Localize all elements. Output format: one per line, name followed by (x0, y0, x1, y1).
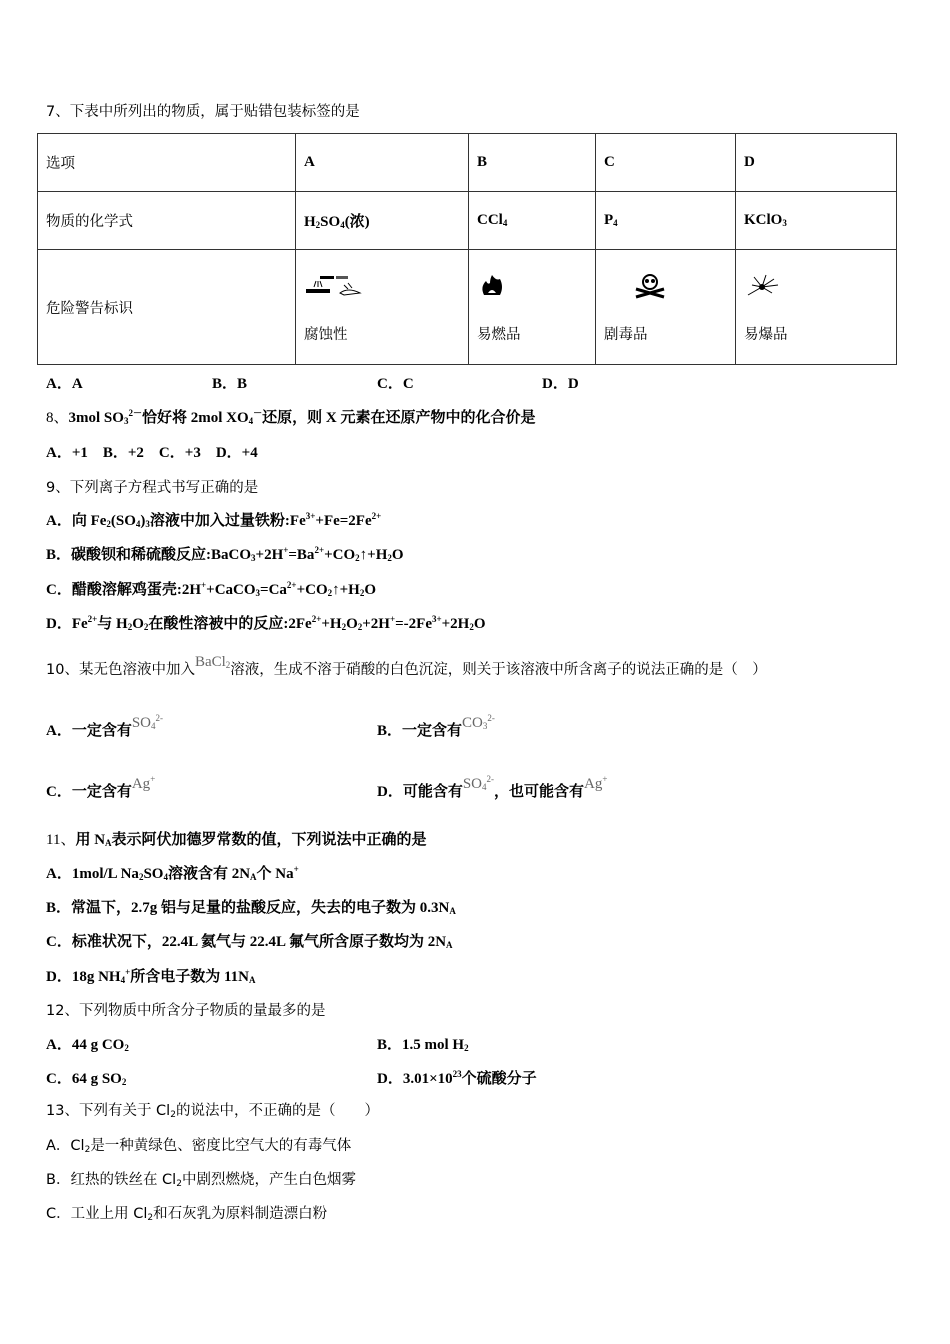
q12-option-a: A．44 g $CO_2$ (46, 1037, 129, 1053)
toxic-skull-icon (630, 271, 670, 301)
q11-stem: 11、用 $N_A$表示阿伏加德罗常数的值，下列说法中正确的是 (46, 832, 427, 848)
q13-stem: 13、下列有关于 $Cl_2$的说法中，不正确的是（ ） (46, 1103, 379, 1120)
q9-option-a: A．向 $Fe_2(SO_4)_3$溶液中加入过量铁粉$:Fe^{3+}+Fe=2Fe^{2+}$ (46, 511, 382, 529)
q9-stem: 9、下列离子方程式书写正确的是 (46, 480, 259, 496)
q11-option-c: C．标准状况下，22.4L 氦气与 22.4L 氟气所含原子数均为 $2N_A$ (46, 934, 453, 950)
hazard-c: 剧毒品 (596, 250, 736, 365)
q10-stem: 10、某无色溶液中加入BaCl$_2$溶液，生成不溶于硝酸的白色沉淀，则关于该溶液中所含离子的说法正确的是（ ） (46, 654, 767, 678)
q9-option-d: D．$Fe^{2+}$与 $H_2O_2$在酸性溶被中的反应$:2Fe^{2+}+H_2O_2+2H^+=-2Fe^{3+}+2H_2O$ (46, 614, 486, 632)
q12-stem: 12、下列物质中所含分子物质的量最多的是 (46, 1003, 326, 1019)
q11-option-a: A．1mol/L $Na_2SO_4$溶液含有 $2N_A$个 Na+ (46, 864, 299, 882)
q7-table (37, 133, 897, 365)
q7-option-b: B．B (212, 376, 248, 392)
q12-option-b: B．1.5 mol $H_2$ (377, 1037, 469, 1053)
header-option: 选项 (38, 134, 296, 192)
hazard-d: 易爆品 (736, 250, 897, 365)
hazard-label: 危险警告标识 (38, 250, 296, 365)
formula-c: $P_4$ (596, 192, 736, 250)
header-b: B (469, 134, 596, 192)
corrosive-icon (304, 271, 364, 301)
q10-option-c: C．一定含有Ag+ (46, 774, 156, 800)
hazard-a: 腐蚀性 (296, 250, 469, 365)
explosive-icon (744, 271, 784, 301)
q8-stem: 8、3mol $SO_3^{2-}$恰好将 2mol $XO_4^-$还原，则 X 元素在还原产物中的化合价是 (46, 408, 536, 426)
q7-option-a: A．A (46, 376, 83, 392)
q12-option-d: D．$3.01\times 10^{23}$个硫酸分子 (377, 1069, 537, 1087)
q7-option-c: C．C (377, 376, 414, 392)
q13-option-b: B．红热的铁丝在 $Cl_2$中剧烈燃烧，产生白色烟雾 (46, 1172, 356, 1189)
q12-option-c: C．64 g $SO_2$ (46, 1071, 127, 1087)
q8-options: A．+1 B．+2 C．+3 D．+4 (46, 445, 258, 461)
q10-option-d: D．可能含有$SO_4^{2-}$，也可能含有Ag+ (377, 774, 608, 800)
q13-option-a: A．$Cl_2$是一种黄绿色、密度比空气大的有毒气体 (46, 1138, 352, 1155)
q11-option-d: D．18g $NH_4^+$所含电子数为 $11N_A$ (46, 967, 256, 985)
formula-b: CCl$_4$ (469, 192, 596, 250)
formula-a: $H_2SO_4$(浓) (296, 192, 469, 250)
q13-option-c: C．工业上用 $Cl_2$和石灰乳为原料制造漂白粉 (46, 1206, 328, 1223)
header-a: A (296, 134, 469, 192)
q9-option-c: C．醋酸溶解鸡蛋壳$:2H^++CaCO_3=Ca^{2+}+CO_2↑+H_2O$ (46, 580, 377, 598)
q10-option-a: A．一定含有$SO_4^{2-}$ (46, 713, 164, 739)
q7-option-d: D．D (542, 376, 579, 392)
flammable-icon (477, 271, 507, 301)
formula-label: 物质的化学式 (38, 192, 296, 250)
q10-option-b: B．一定含有$CO_3^{2-}$ (377, 713, 495, 739)
hazard-b: 易燃品 (469, 250, 596, 365)
q11-option-b: B．常温下，2.7g 铝与足量的盐酸反应，失去的电子数为 $0.3N_A$ (46, 900, 456, 916)
q9-option-b: B．碳酸钡和稀硫酸反应$:BaCO_3+2H^+=Ba^{2+}+CO_2↑+H_2O$ (46, 545, 404, 563)
header-c: C (596, 134, 736, 192)
header-d: D (736, 134, 897, 192)
formula-d: KClO$_3$ (736, 192, 897, 250)
q7-stem: 7、下表中所列出的物质，属于贴错包装标签的是 (46, 104, 360, 120)
